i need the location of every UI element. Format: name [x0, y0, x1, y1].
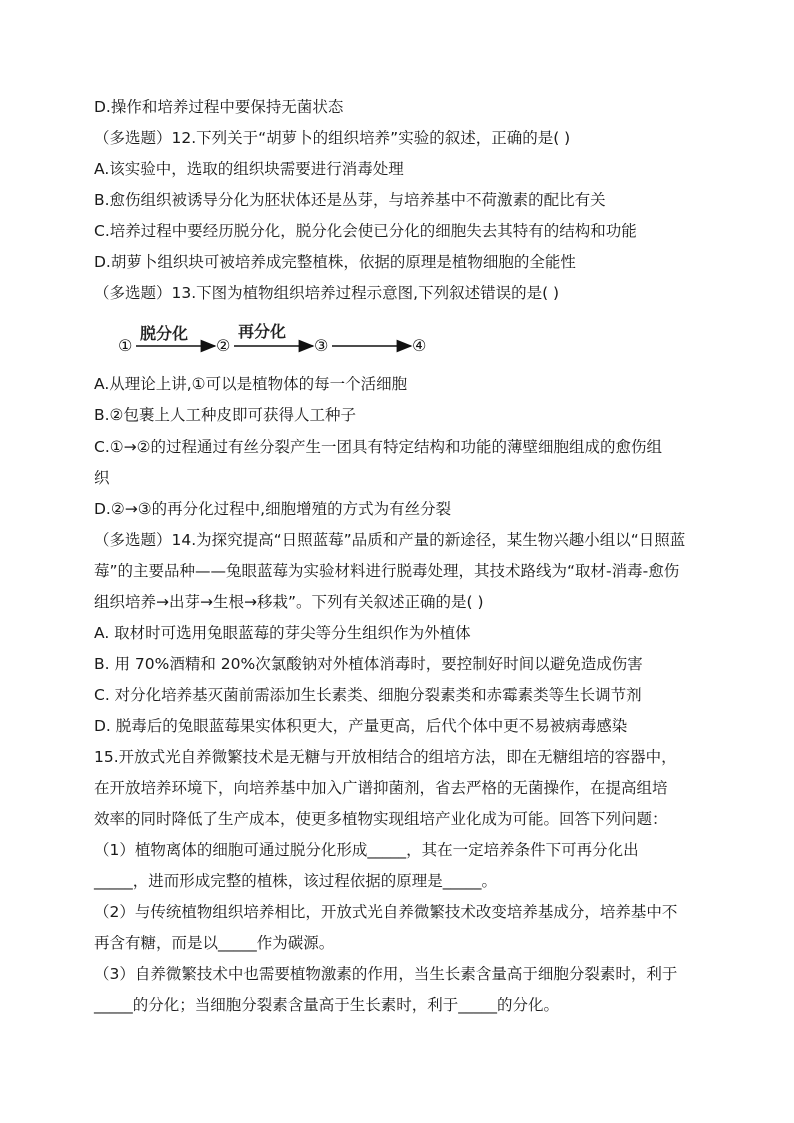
q15-sub3-line1: （3）自养微繁技术中也需要植物激素的作用，当生长素含量高于细胞分裂素时，利于 [94, 965, 678, 983]
q13-option-b: B.②包裹上人工种皮即可获得人工种子 [94, 406, 356, 424]
q14-stem-line3: 组织培养→出芽→生根→移栽”。下列有关叙述正确的是( ) [94, 593, 484, 611]
q13-option-a: A.从理论上讲,①可以是植物体的每一个活细胞 [94, 375, 408, 393]
diagram-node-4: ④ [412, 336, 427, 355]
diagram-label-dedifferentiation: 脱分化 [140, 324, 189, 343]
q11-option-d: D.操作和培养过程中要保持无菌状态 [94, 98, 344, 116]
q14-option-b: B. 用 70%酒精和 20%次氯酸钠对外植体消毒时，要控制好时间以避免造成伤害 [94, 655, 643, 673]
q15-stem-line3: 效率的同时降低了生产成本，使更多植物实现组培产业化成为可能。回答下列问题： [94, 810, 668, 828]
diagram-node-3: ③ [314, 336, 329, 355]
q14-stem-line2: 莓”的主要品种——兔眼蓝莓为实验材料进行脱毒处理，其技术路线为“取材-消毒-愈伤 [94, 562, 680, 580]
q12-option-b: B.愈伤组织被诱导分化为胚状体还是丛芽，与培养基中不荷激素的配比有关 [94, 191, 606, 209]
q15-stem-line2: 在开放培养环境下，向培养基中加入广谱抑菌剂，省去严格的无菌操作，在提高组培 [94, 779, 668, 797]
q14-option-c: C. 对分化培养基灭菌前需添加生长素类、细胞分裂素类和赤霉素类等生长调节剂 [94, 686, 642, 704]
q15-stem-line1: 15.开放式光自养微繁技术是无糖与开放相结合的组培方法，即在无糖组培的容器中， [94, 748, 677, 766]
q13-option-c-line2: 织 [94, 469, 110, 487]
q15-sub1-line2: _____，进而形成完整的植株，该过程依据的原理是_____。 [94, 872, 498, 890]
q14-option-a: A. 取材时可选用兔眼蓝莓的芽尖等分生组织作为外植体 [94, 624, 471, 642]
q12-option-a: A.该实验中，选取的组织块需要进行消毒处理 [94, 160, 404, 178]
q15-sub2-line1: （2）与传统植物组织培养相比，开放式光自养微繁技术改变培养基成分，培养基中不 [94, 903, 678, 921]
tissue-culture-diagram [114, 318, 444, 360]
q14-stem-line1: （多选题）14.为探究提高“日照蓝莓”品质和产量的新途径，某生物兴趣小组以“日照蓝 [94, 531, 686, 549]
q12-option-d: D.胡萝卜组织块可被培养成完整植株，依据的原理是植物细胞的全能性 [94, 253, 576, 271]
q13-option-d: D.②→③的再分化过程中,细胞增殖的方式为有丝分裂 [94, 500, 452, 518]
q15-sub3-line2: _____的分化；当细胞分裂素含量高于生长素时，利于_____的分化。 [94, 996, 560, 1014]
q13-option-c-line1: C.①→②的过程通过有丝分裂产生一团具有特定结构和功能的薄壁细胞组成的愈伤组 [94, 438, 663, 456]
diagram-node-1: ① [118, 336, 133, 355]
q12-option-c: C.培养过程中要经历脱分化，脱分化会使已分化的细胞失去其特有的结构和功能 [94, 222, 637, 240]
diagram-label-redifferentiation: 再分化 [238, 322, 287, 341]
q15-sub1-line1: （1）植物离体的细胞可通过脱分化形成_____，其在一定培养条件下可再分化出 [94, 841, 639, 859]
q13-stem: （多选题）13.下图为植物组织培养过程示意图,下列叙述错误的是( ) [94, 284, 560, 302]
q14-option-d: D. 脱毒后的兔眼蓝莓果实体积更大，产量更高，后代个体中更不易被病毒感染 [94, 717, 628, 735]
flow-diagram-svg [114, 318, 444, 360]
q12-stem: （多选题）12.下列关于“胡萝卜的组织培养”实验的叙述，正确的是( ) [94, 129, 571, 147]
diagram-node-2: ② [216, 336, 231, 355]
q15-sub2-line2: 再含有糖，而是以_____作为碳源。 [94, 934, 335, 952]
